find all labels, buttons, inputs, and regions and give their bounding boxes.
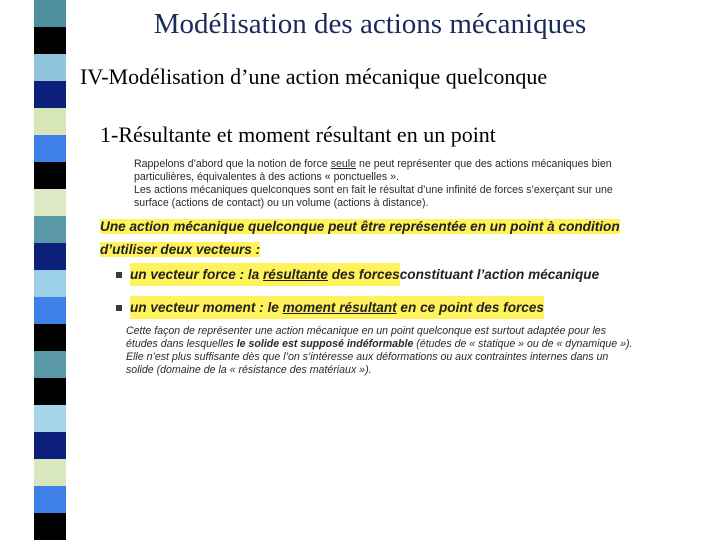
text-run: des forces [327, 267, 400, 282]
stripe-block [34, 486, 66, 513]
stripe-block [34, 351, 66, 378]
text-run: un vecteur force : la [130, 267, 263, 282]
decorative-stripe-bar [34, 0, 66, 540]
scanned-excerpt [100, 158, 685, 377]
stripe-block [34, 54, 66, 81]
stripe-block [34, 513, 66, 540]
stripe-block [34, 324, 66, 351]
stripe-block [34, 405, 66, 432]
closing-line [126, 338, 685, 351]
bullet-item-moment [100, 296, 685, 319]
square-bullet-icon [116, 272, 122, 278]
text-run: études dans lesquelles [126, 338, 237, 350]
stripe-block [34, 81, 66, 108]
slide-title: Modélisation des actions mécaniques [153, 8, 587, 40]
text-run: constituant l’action mécanique [399, 267, 600, 282]
stripe-block [34, 108, 66, 135]
text-run: surface (actions de contact) ou un volume (actions à distance). [134, 197, 429, 209]
bold-phrase: le solide est supposé indéformable [236, 338, 414, 350]
stripe-block [34, 216, 66, 243]
highlighted-line: d’utiliser deux vecteurs : [100, 242, 261, 257]
subsection-heading: 1-Résultante et moment résultant en un point [100, 122, 496, 147]
intro-line [134, 184, 685, 197]
text-run: un vecteur moment : le [130, 300, 283, 315]
stripe-block [34, 189, 66, 216]
intro-paragraph [100, 158, 685, 210]
stripe-block [34, 378, 66, 405]
stripe-block [34, 297, 66, 324]
closing-line [126, 351, 685, 364]
text-run: ne peut représenter que des actions mécaniques bien [356, 158, 612, 170]
closing-line [126, 325, 685, 338]
closing-line [126, 364, 685, 377]
stripe-block [34, 243, 66, 270]
text-run: (études de « statique » ou de « dynamique »). [413, 338, 633, 350]
text-run: Elle n’est plus suffisante dès que l’on s’intéresse aux déformations ou aux contraintes internes dans un [126, 351, 609, 363]
intro-line [134, 158, 685, 171]
highlighted-statement [100, 215, 685, 261]
intro-line [134, 171, 685, 184]
text-run: Les actions mécaniques quelconques sont en fait le résultat d’une infinité de forces s’exerçant sur une [134, 184, 613, 196]
underlined-word: résultante [262, 267, 328, 282]
text-run: Cette façon de représenter une action mécanique en un point quelconque est surtout adaptée pour les [126, 325, 606, 337]
text-run: particulières, équivalentes à des actions « ponctuelles ». [134, 171, 400, 183]
highlighted-bullet-text [130, 263, 400, 286]
stripe-block [34, 162, 66, 189]
underlined-word: seule [330, 158, 357, 170]
stripe-block [34, 432, 66, 459]
text-run: solide (domaine de la « résistance des matériaux »). [126, 364, 372, 376]
stripe-block [34, 459, 66, 486]
stripe-block [34, 135, 66, 162]
bullet-item-force [100, 263, 685, 286]
stripe-block [34, 270, 66, 297]
section-heading: IV-Modélisation d’une action mécanique quelconque [80, 64, 548, 89]
closing-paragraph [100, 325, 685, 377]
text-run: en ce point des forces [396, 300, 544, 315]
square-bullet-icon [116, 305, 122, 311]
highlighted-bullet-text [130, 296, 544, 319]
highlighted-line: Une action mécanique quelconque peut être représentée en un point à condition [100, 219, 620, 234]
text-run: Rappelons d’abord que la notion de force [134, 158, 331, 170]
underlined-word: moment résultant [282, 300, 397, 315]
intro-line [134, 197, 685, 210]
